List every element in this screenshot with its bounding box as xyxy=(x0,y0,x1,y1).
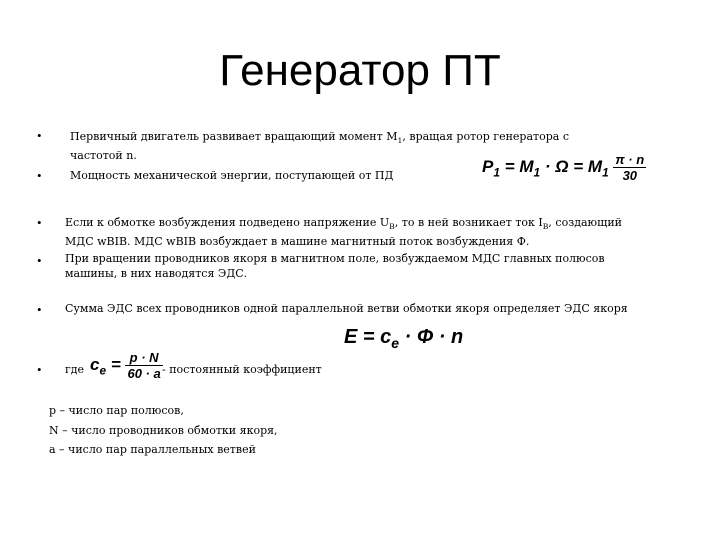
bullet-4-text: При вращении проводников якоря в магнитном поле, возбуждаемом МДС главных полюсов машины, в них наводятся ЭДС. xyxy=(65,252,605,280)
legend-line-n: N – число проводников обмотки якоря, xyxy=(49,424,278,437)
legend-line-a: a – число пар параллельных ветвей xyxy=(49,443,256,456)
bullet-marker: • xyxy=(37,168,42,183)
power-fraction-numerator: π · n xyxy=(615,152,645,167)
bullet-6-suffix: - постоянный коэффициент xyxy=(162,363,322,376)
bullet-marker: • xyxy=(37,302,42,317)
bullet-marker: • xyxy=(37,362,42,377)
legend-line-p: p – число пар полюсов, xyxy=(49,404,184,417)
bullet-2-text: Мощность механической энергии, поступающей от ПД xyxy=(70,169,394,182)
bullet-marker: • xyxy=(37,253,42,268)
bullet-marker: • xyxy=(37,215,42,230)
bullet-marker: • xyxy=(37,128,42,143)
slide-title: Генератор ПТ xyxy=(219,46,501,95)
emf-formula: $E = c_e \cdot \Phi \cdot n$ xyxy=(344,326,464,351)
ce-formula: $c_e$ = $\frac{p \cdot N}{60 \cdot a}$ xyxy=(90,350,161,381)
bullet-5-text: Сумма ЭДС всех проводников одной параллельной ветви обмотки якоря определяет ЭДС якоря xyxy=(65,302,628,315)
bullet-6-prefix: где xyxy=(65,363,85,376)
ce-fraction-numerator: p · N xyxy=(125,350,162,366)
power-formula: $P_1 = M_1 \cdot \Omega = M_1$ $\frac{\pi \cdot n}{30}$ xyxy=(482,152,645,183)
ce-fraction-denominator: 60 · a xyxy=(127,366,161,381)
bullet-1-text: Первичный двигатель развивает вращающий момент $M_1$, вращая ротор генератора с частотой n. xyxy=(70,130,569,163)
bullet-3-text: Если к обмотке возбуждения подведено напряжение $U_В$, то в ней возникает ток $I_В$, создающий МДС wВIВ. МДС wВIВ возбуждает в машине магнитный поток возбуждения Ф. xyxy=(65,216,622,249)
power-fraction-denominator: 30 xyxy=(622,168,638,183)
